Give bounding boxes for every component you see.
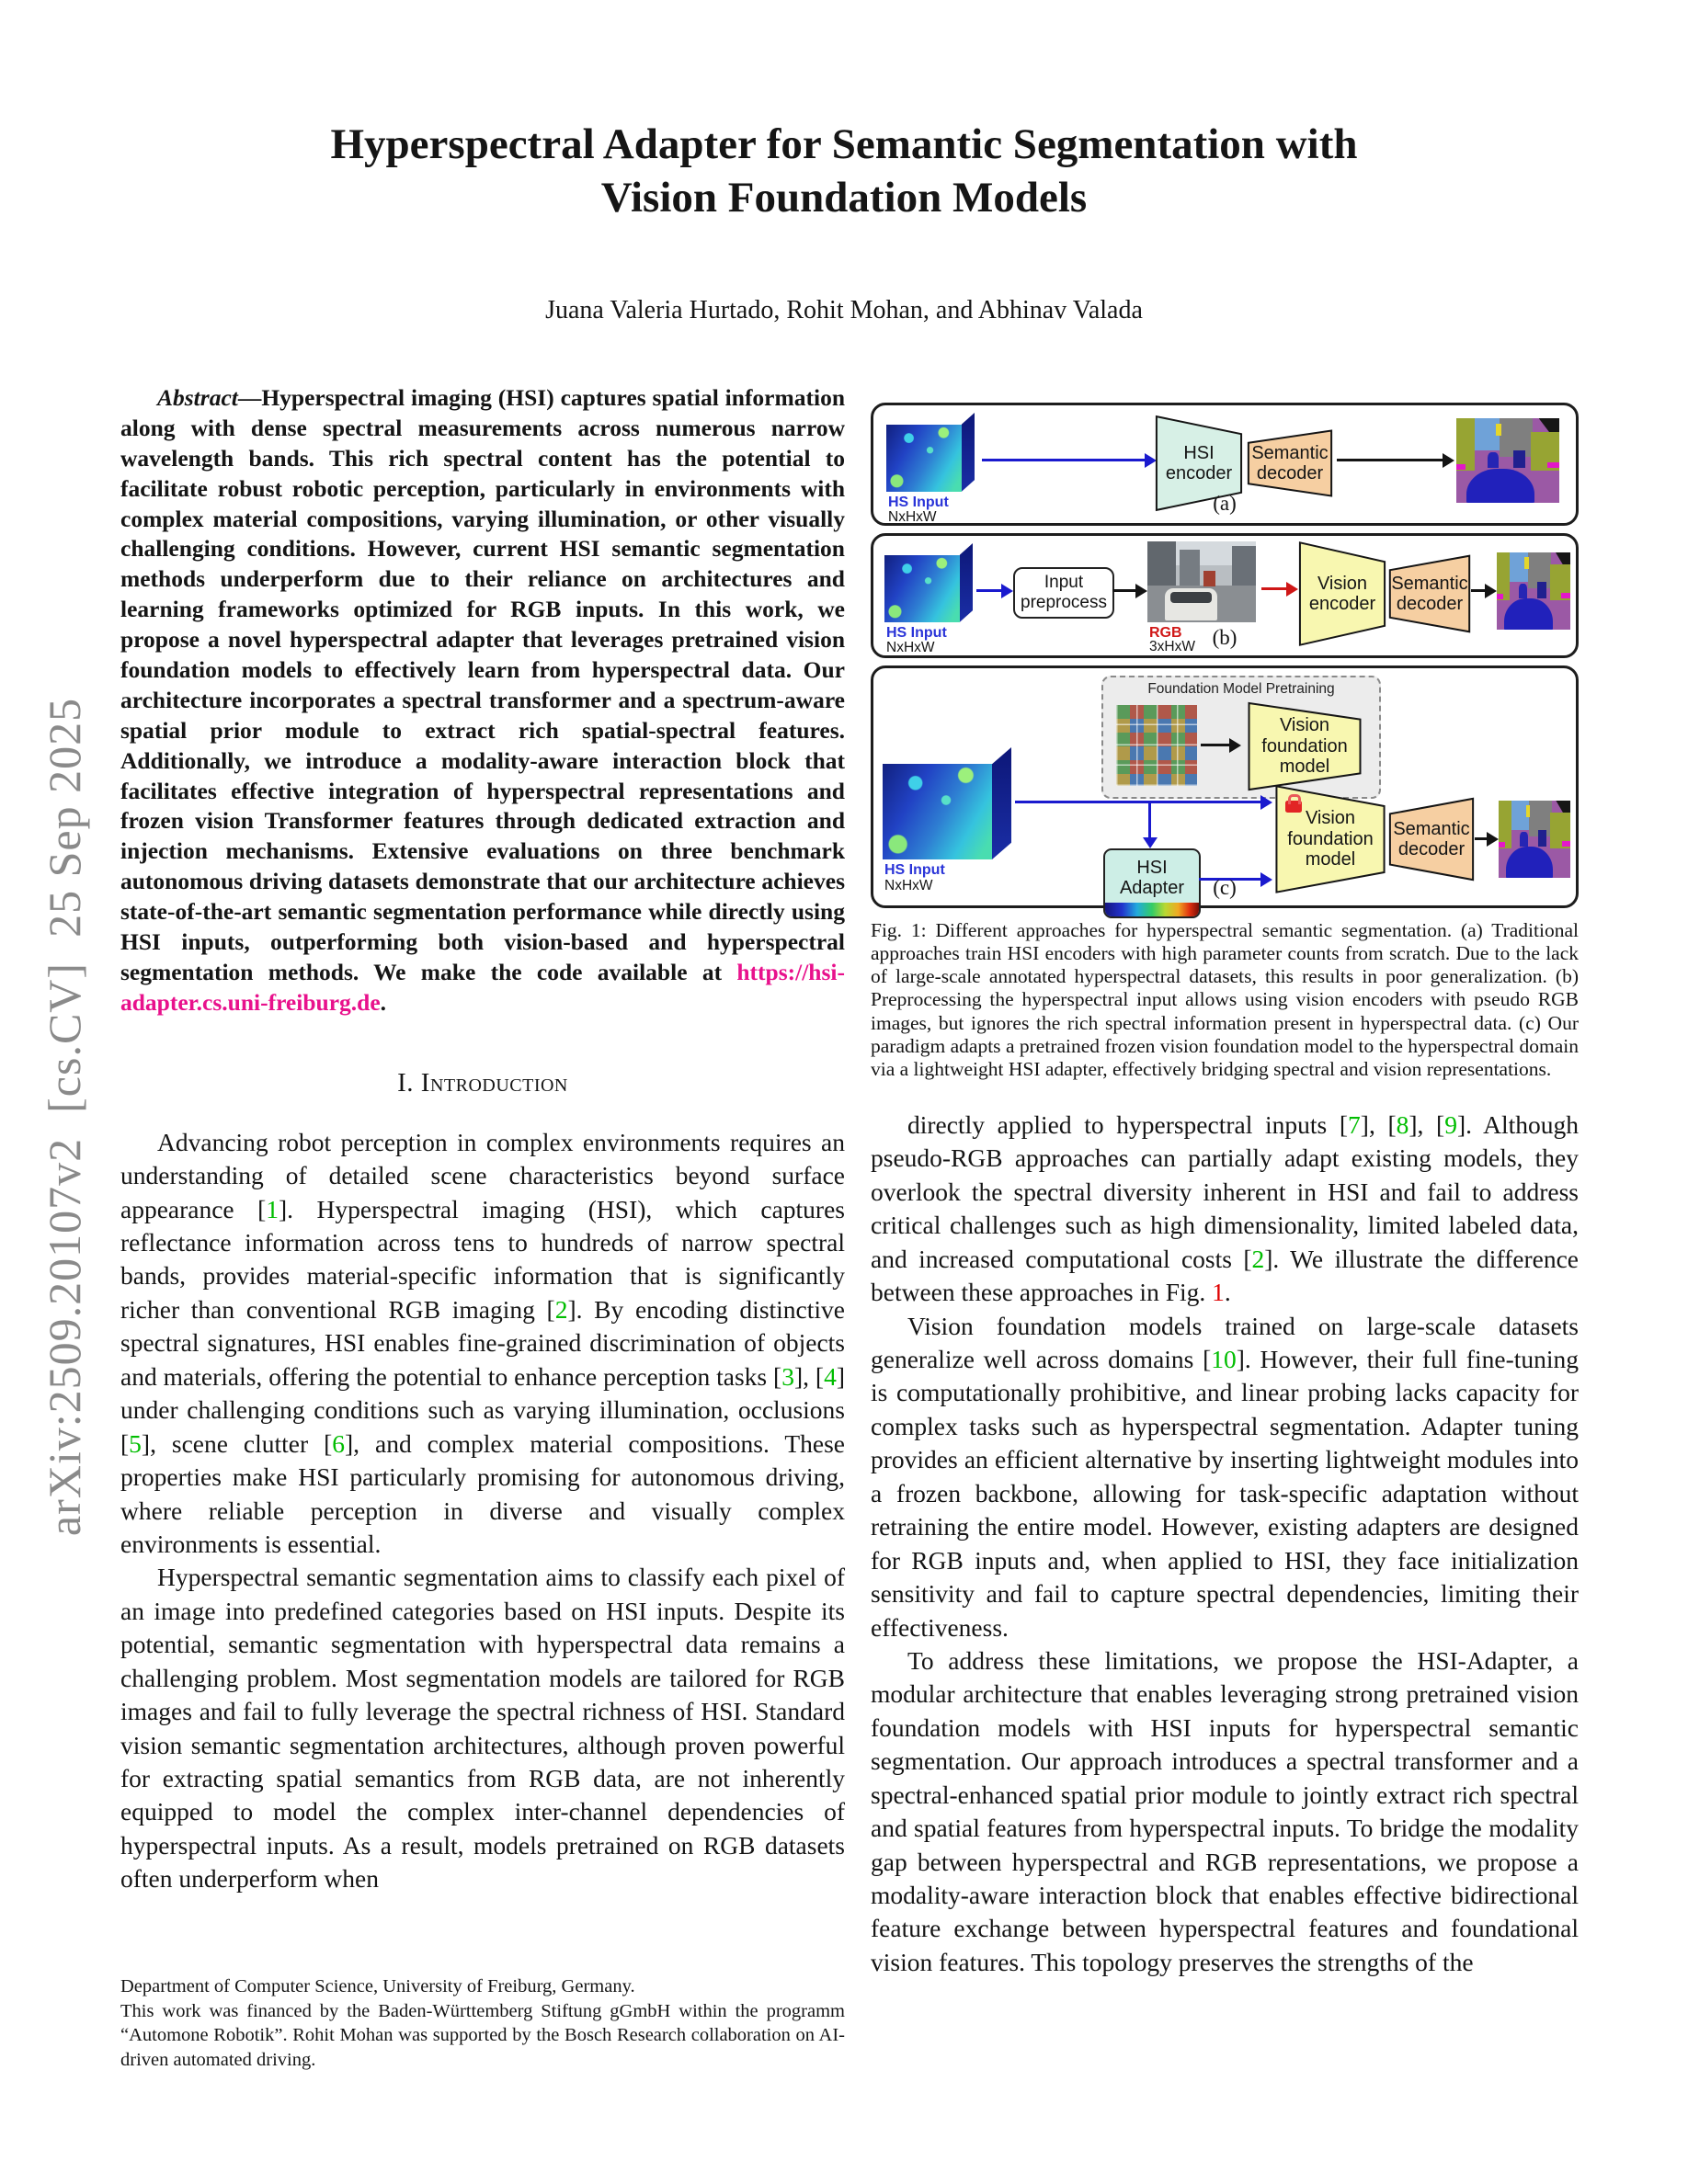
- seg-magenta-left: [1499, 842, 1505, 847]
- semantic-decoder-block-c: [1388, 797, 1475, 882]
- figure-panel-b: [871, 533, 1579, 658]
- seg-object-2: [1537, 582, 1546, 598]
- seg-object-2: [1538, 830, 1546, 847]
- code-link[interactable]: https://hsi-adapter.cs.uni-freiburg.de: [120, 958, 845, 1016]
- seg-yellow-object: [1524, 557, 1529, 569]
- seg-magenta-right: [1561, 593, 1570, 598]
- segmentation-output-image-a: [1456, 418, 1559, 503]
- photo-building-right: [1232, 546, 1256, 585]
- vision-encoder-label: Vision encoder: [1308, 573, 1376, 614]
- panel-a-label: (a): [1213, 492, 1237, 515]
- panel-b-label: (b): [1212, 626, 1237, 649]
- photo-building-left: [1147, 541, 1176, 588]
- seg-car-region: [1506, 847, 1553, 878]
- figure-panel-c: [871, 665, 1579, 908]
- seg-object-1: [1520, 832, 1528, 847]
- hyperspectral-cube-image: [883, 747, 1011, 859]
- arrow-hsinput-to-encoder: [982, 459, 1146, 461]
- hs-dims-label: NxHxW: [888, 509, 937, 525]
- segmentation-output-image-c: [1499, 801, 1570, 878]
- figure-1: [871, 403, 1579, 908]
- arrow-preprocess-to-rgb: [1112, 589, 1136, 592]
- figure-caption: Fig. 1: Different approaches for hyperspectral semantic segmentation. (a) Traditional approaches train HSI encoders with high parameter counts from scratch. Due to the lack of large-scale annotated hyperspectral datasets, this results in poor generalization. (b) Preprocessing the hyperspectral input allows using vision encoders with pseudo RGB images, but ignores the rich spectral information present in hyperspectral data. (c) Our paradigm adapts a pretrained frozen vision foundation model to the hyperspectral domain via a lightweight HSI adapter, effectively bridging spectral and vision representations.: [871, 919, 1579, 1080]
- arrow-hsinput-to-foundation-model: [1015, 801, 1261, 803]
- right-paragraph-1: directly applied to hyperspectral inputs [7], [8], [9]. Although pseudo-RGB approaches can partially adapt existing models, they overlook the spectral diversity inherent in HSI and fail to address critical challenges such as high dimensionality, limited labeled data, and increased computational costs [2]. We illustrate the difference between these approaches in Fig. 1.: [871, 1109, 1579, 1307]
- seg-object-1: [1519, 584, 1527, 598]
- right-paragraph-2: Vision foundation models trained on large-scale datasets generalize well across domains [10]. However, their full fine-tuning is computationally prohibitive, and linear probing lacks capacity for complex tasks such as hyperspectral segmentation. Adapter tuning provides an efficient alternative by inserting lightweight modules into a frozen backbone, allowing for task-specific adaptation without retraining the entire model. However, existing adapters are designed for RGB inputs and, when applied to HSI, they face initialization sensitivity and fail to capture spectral dependencies, limiting their effectiveness.: [871, 1311, 1580, 1642]
- seg-magenta-left: [1497, 594, 1503, 599]
- foundation-pretraining-box: [1101, 676, 1381, 799]
- arrow-branch-to-adapter: [1148, 803, 1151, 838]
- seg-yellow-object: [1496, 424, 1502, 437]
- semantic-decoder-block-b: [1388, 554, 1471, 633]
- photo-building-center: [1180, 550, 1199, 586]
- seg-car-region: [1504, 598, 1553, 630]
- seg-object-1: [1488, 452, 1499, 468]
- arxiv-banner: arXiv:2509.20107v2 [cs.CV] 25 Sep 2025: [39, 697, 90, 1537]
- semantic-decoder-label-b: Semantic decoder: [1391, 573, 1468, 614]
- hsi-adapter-label: HSI Adapter: [1119, 858, 1185, 898]
- seg-magenta-left: [1456, 464, 1466, 470]
- semantic-decoder-label-c: Semantic decoder: [1393, 818, 1470, 859]
- right-column: [871, 403, 1579, 1979]
- cube-side-face: [962, 413, 975, 492]
- hs-dims-label: NxHxW: [884, 878, 933, 893]
- abstract-paragraph: Abstract—Hyperspectral imaging (HSI) captures spatial information along with dense spectral measurements across numerous narrow wavelength bands. This rich spectral content has the potential to facilitate robust robotic perception, particularly in environments with complex material compositions, varying illumination, or other visually challenging conditions. However, current HSI semantic segmentation methods underperform due to their reliance on architectures and learning frameworks optimized for RGB inputs. In this work, we propose a novel hyperspectral adapter that leverages pretrained vision foundation models to effectively learn from hyperspectral data. Our architecture incorporates a spectral transformer and a spectrum-aware spatial prior module to extract rich spatial-spectral features. Additionally, we introduce a modality-aware interaction block that facilitates effective integration of hyperspectral representations and frozen vision Transformer features through dedicated extraction and injection mechanisms. Extensive evaluations on three benchmark autonomous driving datasets demonstrate that our architecture achieves state-of-the-art semantic segmentation performance while directly using HSI inputs, outperforming both vision-based and hyperspectral segmentation methods. We make the code available at https://hsi-adapter.cs.uni-freiburg.de.: [120, 384, 845, 1016]
- hyperspectral-cube-image: [886, 413, 975, 492]
- seg-vegetation-left: [1499, 801, 1511, 848]
- arrow-collage-to-model: [1201, 744, 1230, 746]
- cube-front-face: [886, 425, 962, 492]
- cube-top-face: [886, 413, 975, 425]
- input-preprocess-box: Input preprocess: [1013, 567, 1114, 619]
- cube-front-face: [883, 764, 992, 859]
- photo-car-window: [1170, 592, 1212, 603]
- authors-line: Juana Valeria Hurtado, Rohit Mohan, and Abhinav Valada: [545, 296, 1143, 324]
- hsi-encoder-label: HSI encoder: [1165, 442, 1233, 483]
- photo-car: [1165, 588, 1217, 620]
- arrow-hsinput-to-preprocess: [976, 589, 1002, 592]
- segmentation-output-image-b: [1497, 552, 1570, 630]
- seg-object-2: [1513, 450, 1525, 468]
- arrow-rgb-to-encoder: [1261, 587, 1287, 590]
- cube-top-face: [884, 543, 973, 555]
- cube-front-face: [884, 555, 960, 622]
- hyperspectral-cube-image: [884, 543, 973, 622]
- seg-vegetation-left: [1456, 418, 1475, 471]
- seg-yellow-object: [1526, 805, 1531, 817]
- semantic-decoder-label-a: Semantic decoder: [1251, 442, 1329, 483]
- cube-side-face: [960, 543, 973, 622]
- hs-dims-label: NxHxW: [886, 640, 935, 655]
- hs-input-label: HS Input: [884, 862, 945, 878]
- rgb-dims-label: 3xHxW: [1149, 639, 1195, 654]
- pretrained-vfm-label: Vision foundation model: [1261, 715, 1348, 778]
- section-heading-introduction: I. Introduction: [397, 1067, 568, 1098]
- figure-panel-a: [871, 403, 1579, 526]
- panel-c-label: (c): [1213, 876, 1237, 899]
- footnote: [120, 1974, 845, 2073]
- cube-top-face: [883, 747, 1011, 764]
- intro-paragraph-2: Hyperspectral semantic segmentation aims to classify each pixel of an image into predefined categories based on HSI inputs. Despite its potential, semantic segmentation with hyperspectral data remains a challenging problem. Most segmentation models are tailored for RGB images and fail to fully leverage the spectral richness of HSI. Standard vision semantic segmentation architectures, although proven powerful for extracting spatial semantics from RGB data, are not inherently equipped to model the complex inter-channel dependencies of hyperspectral inputs. As a result, models pretrained on RGB datasets often underperform when: [120, 1563, 845, 1894]
- right-paragraph-3: To address these limitations, we propose the HSI-Adapter, a modular architecture that enables leveraging strong pretrained vision foundation models with HSI inputs for hyperspectral semantic segmentation. Our approach introduces a spectral transformer and a spectral-enhanced spatial prior module to jointly extract rich spectral and spatial features from hyperspectral inputs. To bridge the modality gap between hyperspectral and RGB representations, we propose a modality-aware interaction block that enables effective bidirectional feature exchange between hyperspectral features and foundational vision features. This topology preserves the strengths of the: [871, 1645, 1579, 1976]
- frozen-vfm-label: Vision foundation model: [1287, 808, 1374, 870]
- rgb-label: RGB: [1149, 625, 1182, 641]
- seg-magenta-right: [1562, 841, 1570, 847]
- pretraining-dataset-collage: [1116, 705, 1197, 786]
- footnote-affiliation: Department of Computer Science, University of Freiburg, Germany.: [120, 1976, 635, 1996]
- pseudo-rgb-image: [1147, 541, 1256, 622]
- semantic-decoder-block-a: [1247, 429, 1333, 497]
- footnote-funding: This work was financed by the Baden-Württemberg Stiftung gGmbH within the programm “Automone Robotik”. Rohit Mohan was supported by the Bosch Research collaboration on AI-driven automated driving.: [120, 2000, 845, 2070]
- hs-input-label: HS Input: [886, 625, 947, 641]
- intro-paragraph-1: Advancing robot perception in complex environments requires an understanding of detailed scene characteristics beyond surface appearance [1]. Hyperspectral imaging (HSI), which captures reflectance information across tens to hundreds of narrow spectral bands, provides material-specific information that is significantly richer than conventional RGB imaging [2]. By encoding distinctive spectral signatures, HSI enables fine-grained discrimination of objects and materials, offering the potential to enhance perception tasks [3], [4] under challenging conditions such as varying illumination, occlusions [5], scene clutter [6], and complex material compositions. These properties make HSI particularly promising for autonomous driving, where reliable perception in diverse and visually complex environments is essential.: [120, 1127, 845, 1558]
- spectrum-gradient-strip: [1105, 903, 1199, 916]
- photo-truck: [1203, 571, 1215, 587]
- seg-vegetation-left: [1497, 552, 1510, 600]
- seg-magenta-right: [1547, 462, 1559, 468]
- arrow-decoder-to-output-c: [1475, 837, 1488, 840]
- cube-side-face: [992, 747, 1011, 859]
- pretraining-title: Foundation Model Pretraining: [1147, 681, 1335, 697]
- page-title: Hyperspectral Adapter for Semantic Segmentation with Vision Foundation Models: [330, 120, 1358, 222]
- arrow-decoder-to-output-b: [1471, 589, 1486, 592]
- arrow-decoder-to-output-a: [1337, 459, 1443, 461]
- hs-input-label: HS Input: [888, 495, 949, 510]
- left-column: [120, 383, 845, 1896]
- pretrained-vision-foundation-model-block: [1247, 701, 1363, 791]
